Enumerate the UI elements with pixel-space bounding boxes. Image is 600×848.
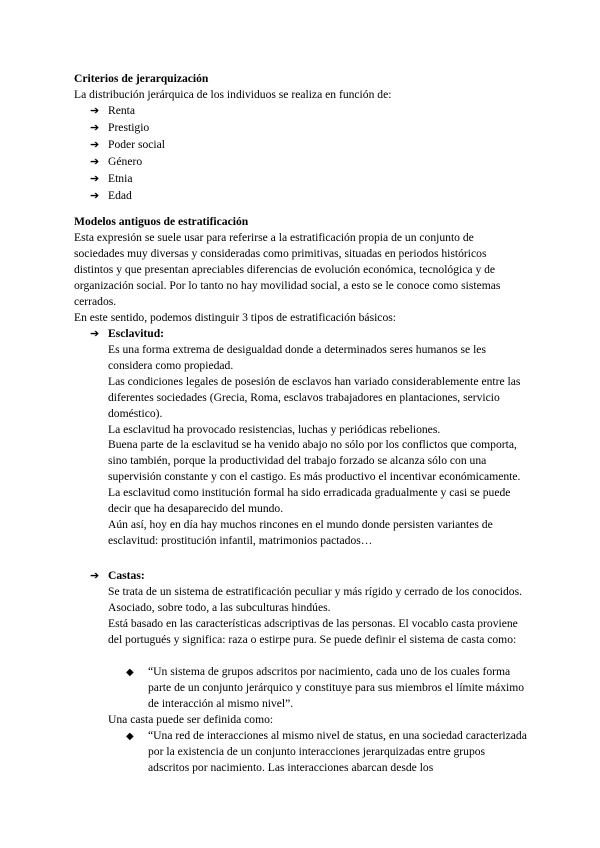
esclavitud-paragraph: Las condiciones legales de posesión de esclavos han variado considerablemente entre las diferentes sociedades (Grecia, Roma, esclavos trabajadores en plantaciones, servicio doméstico). — [108, 374, 521, 420]
esclavitud-heading — [90, 326, 510, 343]
castas-definition-intro: Una casta puede ser definida como: — [108, 713, 274, 726]
quote-text: “Un sistema de grupos adscritos por nacimiento, cada uno de los cuales forma parte de un conjunto jerárquico y constituye para sus miembros el límite máximo de interacción al mismo nivel”. — [148, 665, 525, 710]
list-item — [90, 120, 390, 137]
castas-title: Castas: — [108, 569, 145, 582]
castas-quote-2 — [126, 728, 528, 776]
section-heading-modelos: Modelos antiguos de estratificación — [74, 215, 249, 228]
esclavitud-paragraph: Aún así, hoy en día hay muchos rincones en el mundo donde persisten variantes de esclavitud: prostitución infantil, matrimonios pactados… — [108, 517, 493, 547]
list-item-label: Renta — [108, 104, 136, 117]
arrow-bullet-icon: ➔ — [90, 105, 100, 117]
list-item — [90, 171, 390, 188]
section-heading-criterios: Criterios de jerarquización — [74, 72, 209, 85]
list-item — [90, 188, 390, 205]
list-item-label: Etnia — [108, 171, 133, 185]
list-item-label: Género — [108, 154, 143, 168]
arrow-bullet-icon: ➔ — [90, 189, 100, 202]
section-paragraph: Esta expresión se suele usar para referirse a la estratificación propia de un conjunto de sociedades muy diversas y consideradas como primitivas, situadas en periodos históricos distintos y que presentan apreciables diferencias de evolución económica, tecnológica y de organización social. Por lo tanto no hay movilidad social, a esto se le conoce como sistemas cerrados. — [74, 231, 501, 308]
list-item-label: Poder social — [108, 137, 165, 151]
list-item — [90, 154, 390, 171]
castas-heading — [90, 568, 510, 585]
criteria-list — [90, 103, 390, 204]
esclavitud-paragraph: Buena parte de la esclavitud se ha venido abajo no sólo por los conflictos que comporta, sino también, porque la productividad del trabajo forzado se alcanza sólo con una supervisión constante y con el castigo. Es más productivo el incentivar económicamente. — [108, 438, 521, 484]
section-intro-text: La distribución jerárquica de los individuos se realiza en función de: — [74, 88, 392, 101]
quote-text: “Una red de interacciones al mismo nivel de status, en una sociedad caracterizada por la existencia de un conjunto interacciones jerarquizadas entre grupos adscritos por nacimiento. Las interacciones abarcan desde los — [148, 729, 527, 774]
esclavitud-paragraph: Es una forma extrema de desigualdad donde a determinados seres humanos se les considera como propiedad. — [108, 343, 486, 372]
esclavitud-paragraph: La esclavitud como institución formal ha sido erradicada gradualmente y casi se puede decir que ha desaparecido del mundo. — [108, 486, 511, 516]
arrow-bullet-icon: ➔ — [90, 172, 100, 185]
arrow-bullet-icon: ➔ — [90, 121, 100, 134]
list-item-label: Edad — [108, 188, 132, 202]
types-intro-text: En este sentido, podemos distinguir 3 tipos de estratificación básicos: — [74, 311, 396, 324]
arrow-bullet-icon: ➔ — [90, 328, 100, 340]
arrow-bullet-icon: ➔ — [90, 138, 100, 151]
castas-paragraph: Está basado en las características adscriptivas de las personas. El vocablo casta proviene del portugués y significa: raza o estirpe pura. Se puede definir el sistema de casta como: — [108, 616, 518, 646]
list-item-label: Prestigio — [108, 120, 150, 134]
arrow-bullet-icon: ➔ — [90, 570, 100, 582]
diamond-bullet-icon: ◆ — [126, 667, 134, 678]
arrow-bullet-icon: ➔ — [90, 155, 100, 168]
castas-body — [108, 584, 528, 648]
esclavitud-body — [108, 342, 528, 549]
castas-quote-1 — [126, 664, 528, 712]
list-item — [90, 103, 390, 120]
castas-paragraph: Se trata de un sistema de estratificación peculiar y más rígido y cerrado de los conocidos. Asociado, sobre todo, a las subculturas hindúes. — [108, 585, 523, 614]
esclavitud-paragraph: La esclavitud ha provocado resistencias, luchas y periódicas rebeliones. — [108, 422, 441, 436]
list-item — [90, 137, 390, 154]
esclavitud-title: Esclavitud: — [108, 327, 165, 340]
diamond-bullet-icon: ◆ — [126, 731, 134, 742]
